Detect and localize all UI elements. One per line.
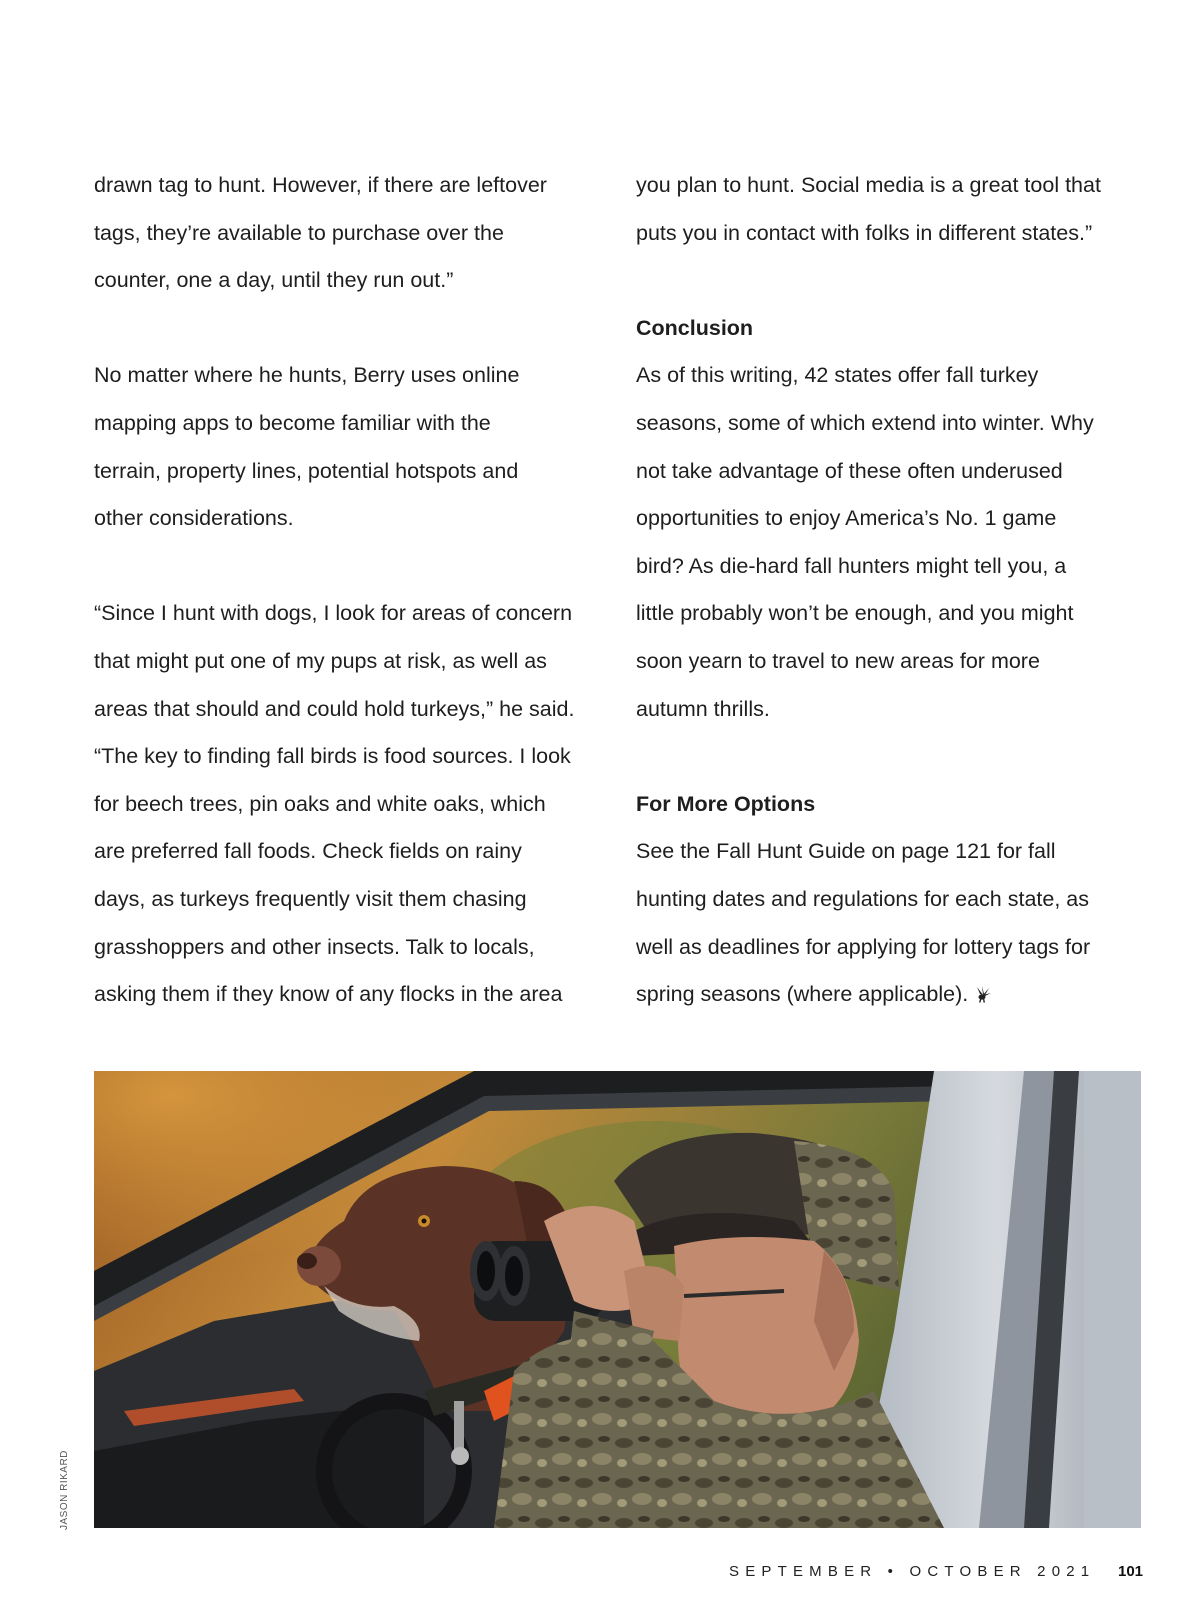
- body-line: well as deadlines for applying for lottery tags for: [636, 934, 1091, 959]
- turkey-end-mark-icon: [974, 973, 992, 991]
- body-line: for beech trees, pin oaks and white oaks, which: [94, 791, 546, 816]
- body-line-last: [636, 971, 1136, 1019]
- body-line: “Since I hunt with dogs, I look for areas of concern: [94, 601, 573, 626]
- hunter-and-dog-photo: [94, 1071, 1141, 1528]
- body-line: opportunities to enjoy America’s No. 1 game: [636, 506, 1057, 531]
- left-column: [94, 162, 594, 1019]
- body-line: bird? As die-hard fall hunters might tell you, a: [636, 553, 1067, 578]
- body-line: are preferred fall foods. Check fields on rainy: [94, 839, 522, 864]
- body-line: soon yearn to travel to new areas for more: [636, 648, 1040, 673]
- body-line: asking them if they know of any flocks in the area: [94, 982, 563, 1007]
- body-line: autumn thrills.: [636, 696, 770, 721]
- photo-credit: JASON RIKARD: [59, 1450, 70, 1530]
- paragraph-gap: [636, 257, 1136, 305]
- paragraph-gap: [94, 305, 594, 353]
- paragraph-gap: [94, 543, 594, 591]
- body-line: terrain, property lines, potential hotspots and: [94, 458, 519, 483]
- body-line: little probably won’t be enough, and you might: [636, 601, 1074, 626]
- body-line: tags, they’re available to purchase over the: [94, 220, 504, 245]
- right-column: [636, 162, 1136, 1019]
- body-line: puts you in contact with folks in different states.”: [636, 220, 1093, 245]
- body-line: grasshoppers and other insects. Talk to locals,: [94, 934, 535, 959]
- body-line: No matter where he hunts, Berry uses online: [94, 363, 520, 388]
- body-line: days, as turkeys frequently visit them chasing: [94, 886, 527, 911]
- body-line: “The key to finding fall birds is food sources. I look: [94, 744, 571, 769]
- page-number: 101: [1118, 1563, 1144, 1580]
- body-line: mapping apps to become familiar with the: [94, 410, 491, 435]
- conclusion-heading: Conclusion: [636, 315, 754, 340]
- body-line: hunting dates and regulations for each state, as: [636, 886, 1090, 911]
- options-heading: For More Options: [636, 791, 816, 816]
- body-line: See the Fall Hunt Guide on page 121 for fall: [636, 839, 1056, 864]
- paragraph-gap: [636, 733, 1136, 781]
- body-line: areas that should and could hold turkeys,” he said.: [94, 696, 575, 721]
- body-line: drawn tag to hunt. However, if there are leftover: [94, 173, 547, 197]
- body-line: counter, one a day, until they run out.”: [94, 268, 454, 293]
- body-line: that might put one of my pups at risk, as well as: [94, 648, 547, 673]
- body-line: you plan to hunt. Social media is a great tool that: [636, 173, 1101, 197]
- body-line: not take advantage of these often underused: [636, 458, 1063, 483]
- body-line-text: spring seasons (where applicable).: [636, 982, 969, 1007]
- body-line: other considerations.: [94, 506, 294, 531]
- issue-date: SEPTEMBER • OCTOBER 2021: [729, 1563, 1096, 1580]
- body-line: seasons, some of which extend into winter. Why: [636, 410, 1094, 435]
- body-line: As of this writing, 42 states offer fall turkey: [636, 363, 1039, 388]
